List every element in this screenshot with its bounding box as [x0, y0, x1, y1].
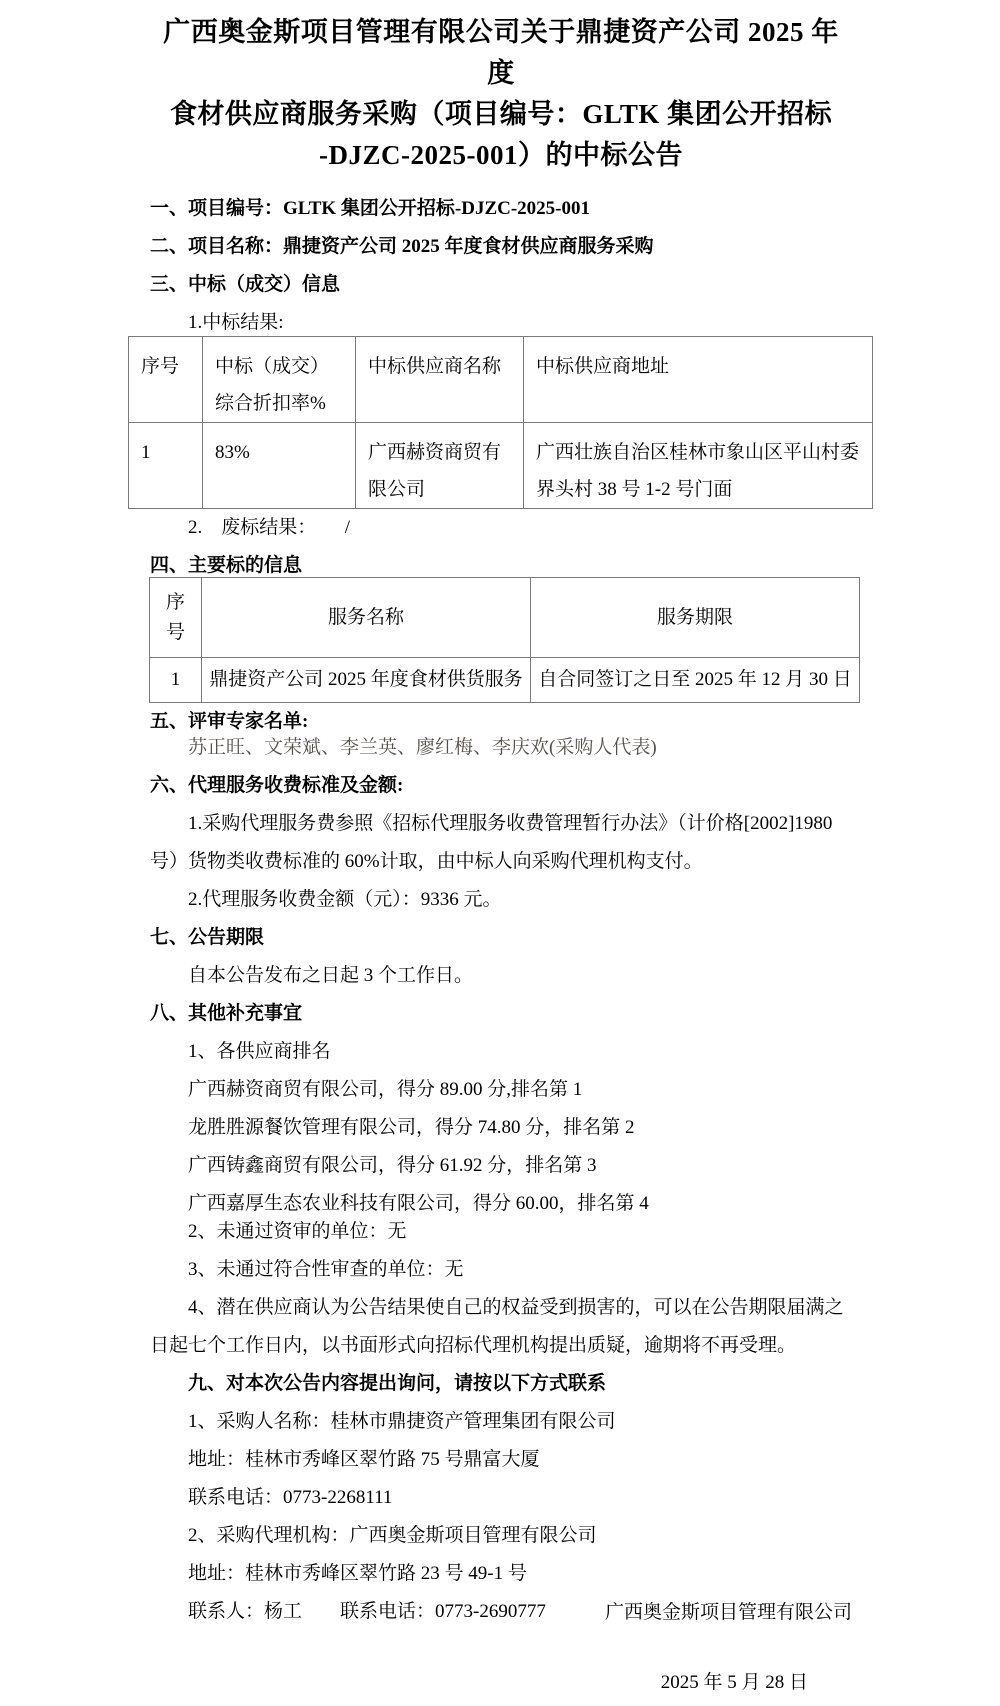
subject-info-table [149, 577, 860, 703]
agency-fee-basis: 1.采购代理服务费参照《招标代理服务收费管理暂行办法》（计价格[2002]1980 号）货物类收费标准的 60%计取，由中标人向采购代理机构支付。 [150, 813, 833, 872]
purchaser-name-line: 1、采购人名称：桂林市鼎捷资产管理集团有限公司 [188, 1411, 616, 1432]
section8-heading: 八、其他补充事宜 [150, 1003, 303, 1024]
agency-fee-amount: 2.代理服务收费金额（元）：9336 元。 [188, 889, 502, 910]
subject-cell-service: 鼎捷资产公司 2025 年度食材供货服务 [202, 658, 531, 703]
invalid-bid-result-label: 2. 废标结果： / [188, 517, 351, 538]
section4-heading: 四、主要标的信息 [150, 555, 303, 576]
award-header-supplier: 中标供应商名称 [356, 337, 524, 423]
agency-address-line: 地址：桂林市秀峰区翠竹路 23 号 49-1 号 [188, 1563, 527, 1584]
award-header-seq: 序号 [129, 337, 203, 423]
document-title [150, 12, 852, 176]
purchaser-phone-line: 联系电话：0773-2268111 [188, 1487, 393, 1508]
title-line-1: 广西奥金斯项目管理有限公司关于鼎捷资产公司 2025 年度 [163, 17, 839, 88]
expert-names: 苏正旺、文荣斌、李兰英、廖红梅、李庆欢(采购人代表) [188, 737, 657, 758]
title-line-3: -DJZC-2025-001）的中标公告 [319, 140, 683, 170]
signature-company: 广西奥金斯项目管理有限公司 [604, 1602, 852, 1623]
award-result-label: 1.中标结果: [188, 312, 284, 333]
subject-cell-seq: 1 [150, 658, 202, 703]
section5-heading: 五、评审专家名单: [150, 711, 309, 732]
agency-contact-line: 联系人：杨工 联系电话：0773-2690777 [188, 1601, 546, 1622]
section9-heading: 九、对本次公告内容提出询问，请按以下方式联系 [188, 1373, 607, 1394]
award-header-address: 中标供应商地址 [524, 337, 873, 423]
ranking-item-2: 龙胜胜源餐饮管理有限公司，得分 74.80 分，排名第 2 [188, 1117, 635, 1138]
failed-conformity-line: 3、未通过符合性审查的单位：无 [188, 1259, 464, 1280]
signature-date: 2025 年 5 月 28 日 [660, 1672, 808, 1693]
title-line-2: 食材供应商服务采购（项目编号：GLTK 集团公开招标 [169, 99, 833, 129]
subject-table-row [150, 658, 860, 703]
section6-heading: 六、代理服务收费标准及金额: [150, 775, 404, 796]
subject-cell-term: 自合同签订之日至 2025 年 12 月 30 日 [531, 658, 860, 703]
ranking-item-3: 广西铸鑫商贸有限公司，得分 61.92 分，排名第 3 [188, 1155, 597, 1176]
announcement-period: 自本公告发布之日起 3 个工作日。 [188, 965, 474, 986]
award-result-table [128, 336, 873, 509]
failed-qualification-line: 2、未通过资审的单位：无 [188, 1221, 407, 1242]
subject-header-service: 服务名称 [202, 578, 531, 658]
purchaser-address-line: 地址：桂林市秀峰区翠竹路 75 号鼎富大厦 [188, 1449, 540, 1470]
section7-heading: 七、公告期限 [150, 927, 265, 948]
objection-notice: 4、潜在供应商认为公告结果使自己的权益受到损害的，可以在公告期限届满之日起七个工作日内，以书面形式向招标代理机构提出质疑，逾期将不再受理。 [150, 1297, 844, 1356]
award-table-header-row [129, 337, 873, 423]
section3-heading: 三、中标（成交）信息 [150, 274, 341, 295]
ranking-item-1: 广西赫资商贸有限公司，得分 89.00 分,排名第 1 [188, 1079, 583, 1100]
agency-name-line: 2、采购代理机构：广西奥金斯项目管理有限公司 [188, 1525, 597, 1546]
award-cell-seq: 1 [129, 423, 203, 509]
award-table-row [129, 423, 873, 509]
section2-heading: 二、项目名称：鼎捷资产公司 2025 年度食材供应商服务采购 [150, 236, 654, 257]
subject-header-seq: 序号 [150, 578, 202, 658]
award-cell-supplier: 广西赫资商贸有限公司 [356, 423, 524, 509]
supplier-ranking-label: 1、各供应商排名 [188, 1041, 331, 1062]
award-cell-discount: 83% [203, 423, 356, 509]
award-header-discount: 中标（成交）综合折扣率% [203, 337, 356, 423]
section1-heading: 一、项目编号：GLTK 集团公开招标-DJZC-2025-001 [150, 198, 591, 219]
subject-header-term: 服务期限 [531, 578, 860, 658]
award-cell-address: 广西壮族自治区桂林市象山区平山村委界头村 38 号 1-2 号门面 [524, 423, 873, 509]
subject-table-header-row [150, 578, 860, 658]
ranking-item-4: 广西嘉厚生态农业科技有限公司，得分 60.00，排名第 4 [188, 1193, 649, 1214]
